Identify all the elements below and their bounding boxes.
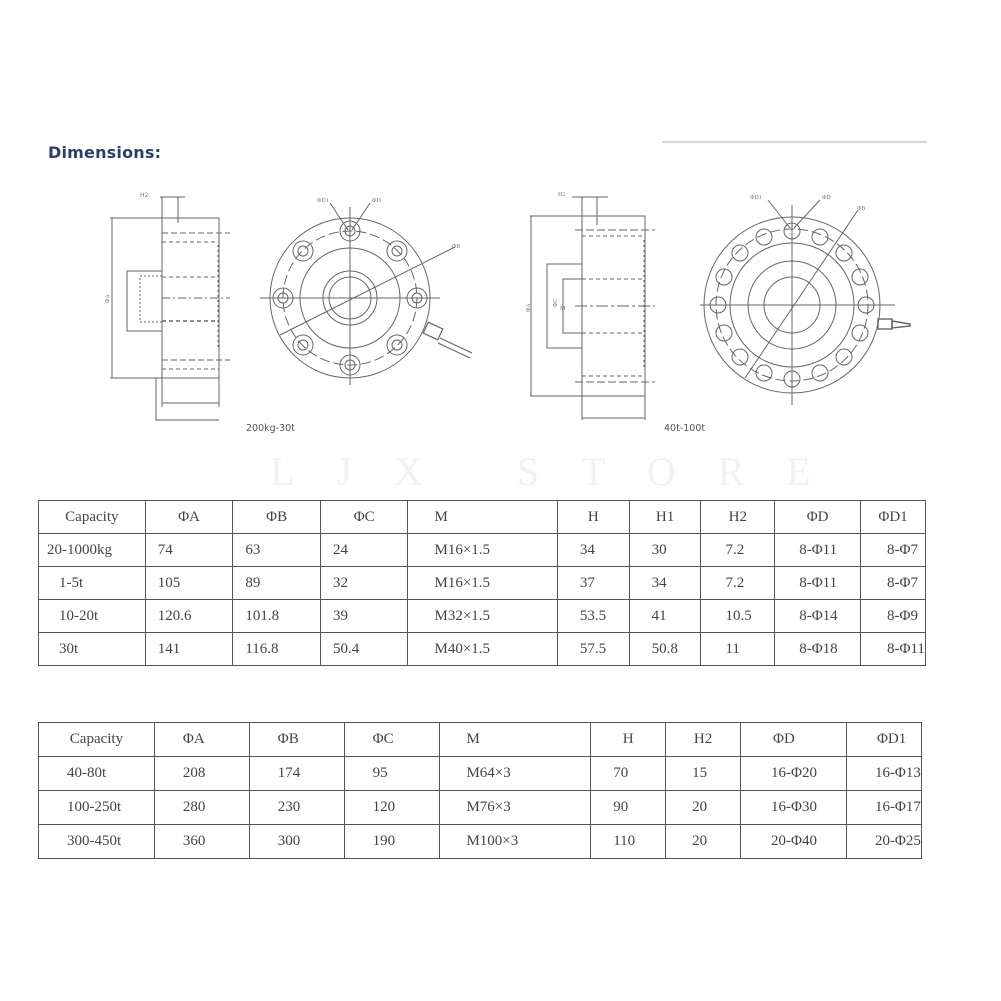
table-header-row — [39, 723, 922, 757]
cable-connector — [878, 319, 910, 329]
cell: 7.2 — [701, 534, 775, 567]
cell: 50.8 — [629, 633, 701, 666]
side-view-drawing-large — [520, 180, 670, 430]
table-row — [39, 825, 922, 859]
header-cell: H — [591, 723, 666, 757]
cell: 89 — [233, 567, 321, 600]
cell: 141 — [145, 633, 233, 666]
cell: 8-Φ14 — [775, 600, 861, 633]
cell: 10-20t — [39, 600, 146, 633]
cell: 8-Φ11 — [775, 534, 861, 567]
cell: 8-Φ18 — [775, 633, 861, 666]
cell: 20-Φ25 — [846, 825, 921, 859]
cell: 90 — [591, 791, 666, 825]
cell: 101.8 — [233, 600, 321, 633]
cell: 105 — [145, 567, 233, 600]
cell: 300 — [249, 825, 344, 859]
page-title: Dimensions: — [48, 143, 162, 162]
cell: 20-Φ40 — [741, 825, 847, 859]
table-row — [39, 757, 922, 791]
cell: 39 — [320, 600, 408, 633]
cell: 100-250t — [39, 791, 155, 825]
cell: 20-1000kg — [39, 534, 146, 567]
cell: 34 — [557, 534, 629, 567]
watermark: LJX STORE — [270, 449, 853, 494]
cell: 32 — [320, 567, 408, 600]
cell: 120 — [344, 791, 440, 825]
drawing-caption-small: 200kg-30t — [246, 423, 295, 434]
cell: 74 — [145, 534, 233, 567]
cell: 53.5 — [557, 600, 629, 633]
header-cell: ΦC — [344, 723, 440, 757]
cell: 1-5t — [39, 567, 146, 600]
header-cell: M — [408, 501, 557, 534]
cell: M16×1.5 — [408, 534, 557, 567]
cell: M32×1.5 — [408, 600, 557, 633]
cell: 24 — [320, 534, 408, 567]
header-cell: ΦD1 — [846, 723, 921, 757]
header-cell: ΦA — [145, 501, 233, 534]
svg-text:ΦD: ΦD — [822, 195, 831, 201]
side-view-drawing-small — [100, 185, 240, 430]
svg-text:ΦD1: ΦD1 — [317, 198, 329, 204]
cell: 70 — [591, 757, 666, 791]
cell: 280 — [154, 791, 249, 825]
cell: 63 — [233, 534, 321, 567]
drawing-caption-large: 40t-100t — [664, 423, 706, 434]
cell: 57.5 — [557, 633, 629, 666]
cell: 16-Φ17 — [846, 791, 921, 825]
header-cell: M — [440, 723, 591, 757]
header-cell: H1 — [629, 501, 701, 534]
cell: 8-Φ9 — [861, 600, 926, 633]
cell: 30t — [39, 633, 146, 666]
cell: 8-Φ7 — [861, 534, 926, 567]
svg-text:ΦA: ΦA — [526, 303, 532, 312]
header-cell: ΦD1 — [861, 501, 926, 534]
header-cell: H2 — [701, 501, 775, 534]
cell: 174 — [249, 757, 344, 791]
cell: M76×3 — [440, 791, 591, 825]
cell: 230 — [249, 791, 344, 825]
cell: 15 — [666, 757, 741, 791]
table-row — [39, 633, 926, 666]
header-cell: ΦD — [775, 501, 861, 534]
table-header-row — [39, 501, 926, 534]
cell: 41 — [629, 600, 701, 633]
cell: 16-Φ13 — [846, 757, 921, 791]
svg-text:ΦA: ΦA — [105, 294, 111, 303]
table-row — [39, 791, 922, 825]
cell: 34 — [629, 567, 701, 600]
cell: M40×1.5 — [408, 633, 557, 666]
cell: 30 — [629, 534, 701, 567]
cable-connector — [423, 322, 472, 358]
top-view-drawing-small — [260, 185, 480, 385]
cell: 40-80t — [39, 757, 155, 791]
cell: 16-Φ20 — [741, 757, 847, 791]
header-cell: ΦB — [249, 723, 344, 757]
cell: 110 — [591, 825, 666, 859]
cell: 16-Φ30 — [741, 791, 847, 825]
cell: 8-Φ11 — [861, 633, 926, 666]
header-cell: H2 — [666, 723, 741, 757]
cell: 120.6 — [145, 600, 233, 633]
cell: M16×1.5 — [408, 567, 557, 600]
cell: 116.8 — [233, 633, 321, 666]
svg-text:M: M — [560, 306, 566, 312]
cell: M100×3 — [440, 825, 591, 859]
cell: 20 — [666, 825, 741, 859]
dimensions-table-small — [38, 500, 926, 666]
table-row — [39, 600, 926, 633]
cell: 300-450t — [39, 825, 155, 859]
cell: M64×3 — [440, 757, 591, 791]
svg-text:ΦC: ΦC — [553, 298, 559, 307]
svg-text:ΦD: ΦD — [372, 198, 381, 204]
cell: 10.5 — [701, 600, 775, 633]
svg-text:H2: H2 — [140, 192, 149, 199]
cell: 11 — [701, 633, 775, 666]
header-cell: ΦD — [741, 723, 847, 757]
header-cell: ΦB — [233, 501, 321, 534]
table-row — [39, 567, 926, 600]
cell: 8-Φ7 — [861, 567, 926, 600]
cell: 37 — [557, 567, 629, 600]
header-cell: Capacity — [39, 723, 155, 757]
cell: 20 — [666, 791, 741, 825]
top-view-drawing-large — [700, 180, 930, 410]
cell: 8-Φ11 — [775, 567, 861, 600]
dimensions-table-large — [38, 722, 922, 859]
svg-text:ΦB: ΦB — [857, 206, 866, 212]
header-cell: Capacity — [39, 501, 146, 534]
header-cell: ΦC — [320, 501, 408, 534]
svg-text:ΦB: ΦB — [452, 244, 461, 250]
table-row — [39, 534, 926, 567]
cell: 208 — [154, 757, 249, 791]
cell: 190 — [344, 825, 440, 859]
header-cell: H — [557, 501, 629, 534]
header-cell: ΦA — [154, 723, 249, 757]
cell: 7.2 — [701, 567, 775, 600]
svg-text:ΦD1: ΦD1 — [750, 195, 762, 201]
cell: 360 — [154, 825, 249, 859]
cell: 95 — [344, 757, 440, 791]
svg-text:H2: H2 — [558, 192, 566, 198]
cell: 50.4 — [320, 633, 408, 666]
divider — [662, 141, 927, 143]
